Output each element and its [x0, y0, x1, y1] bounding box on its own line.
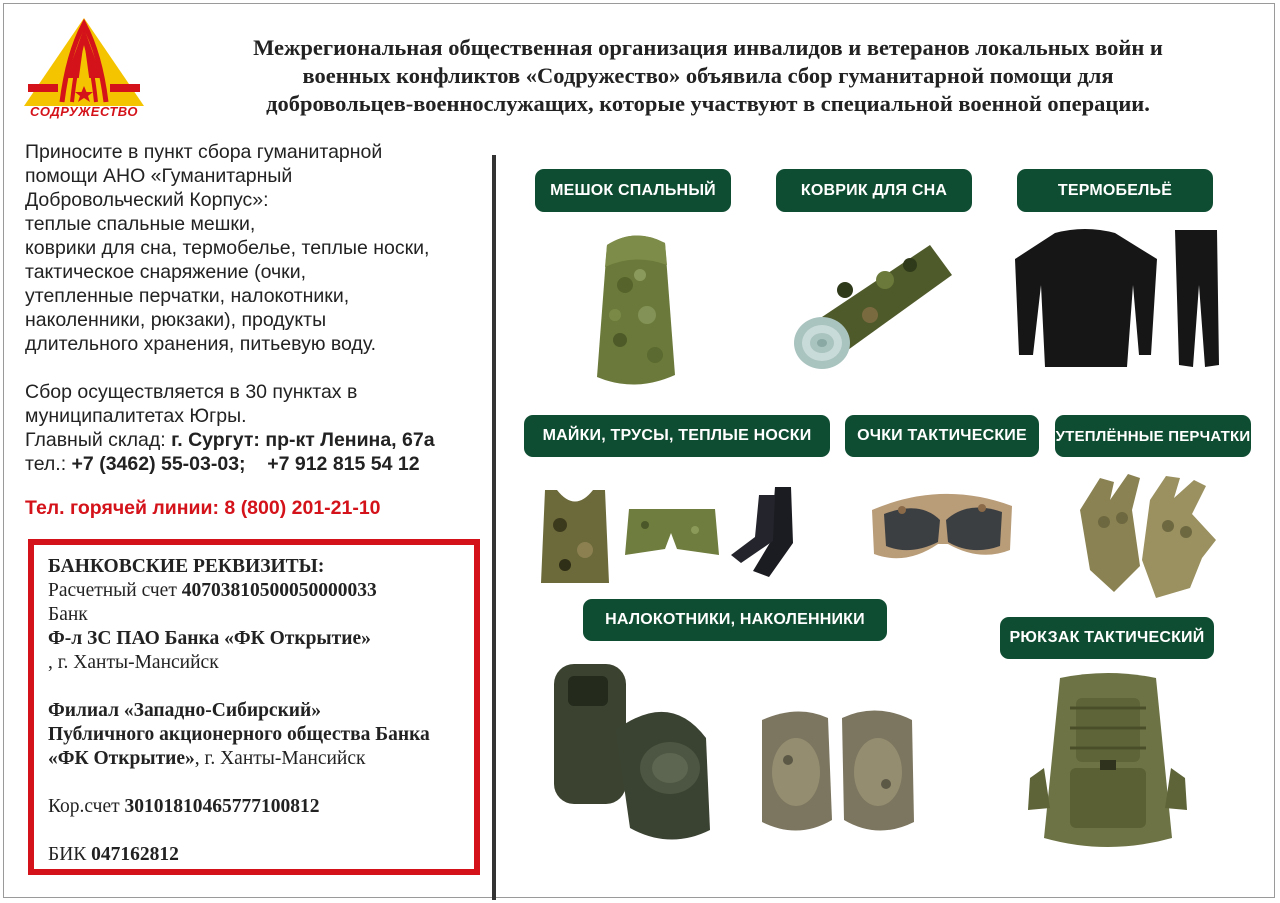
label-insulated-gloves: УТЕПЛЁННЫЕ ПЕРЧАТКИ	[1055, 415, 1251, 457]
filial-city: , г. Ханты-Мансийск	[194, 748, 366, 769]
intro-line: длительного хранения, питьевую воду.	[25, 333, 377, 355]
phone-2: +7 912 815 54 12	[267, 453, 420, 475]
title-line-1: Межрегиональная общественная организация инвалидов и ветеранов локальных войн и	[253, 35, 1163, 60]
label-underwear-socks: МАЙКИ, ТРУСЫ, ТЕПЛЫЕ НОСКИ	[524, 415, 830, 457]
kor-label: Кор.счет	[48, 796, 120, 817]
thermal-underwear-image	[1015, 225, 1225, 375]
kor-account: 30101810465777100812	[124, 796, 320, 817]
underwear-socks-image	[535, 485, 825, 585]
filial-line-2: Публичного акционерного общества Банка	[48, 724, 430, 745]
filial-line-3: «ФК Открытие»	[48, 748, 195, 769]
account-number: 40703810500050000033	[181, 580, 377, 601]
phone-1: +7 (3462) 55-03-03;	[71, 453, 246, 475]
vertical-divider	[492, 155, 496, 900]
elbow-pad-image	[550, 660, 720, 850]
warehouse-address: г. Сургут: пр-кт Ленина, 67а	[171, 429, 435, 451]
phone-line	[25, 452, 495, 476]
bik-label: БИК	[48, 844, 87, 865]
warehouse-label: Главный склад:	[25, 429, 166, 451]
bank-label: Банк	[48, 604, 88, 625]
title-line-3: добровольцев-военнослужащих, которые участвуют в специальной военной операции.	[266, 91, 1150, 116]
sleeping-mat-image	[790, 235, 960, 380]
insulated-gloves-image	[1070, 470, 1230, 605]
intro-line: теплые спальные мешки,	[25, 213, 256, 235]
bank-branch-city: , г. Ханты-Мансийск	[48, 652, 219, 673]
intro-line: Сбор осуществляется в 30 пунктах в	[25, 381, 358, 403]
hotline: Тел. горячей линии: 8 (800) 201-21-10	[25, 497, 381, 519]
warehouse-line	[25, 428, 495, 452]
bank-branch: Ф-л ЗС ПАО Банка «ФК Открытие»	[48, 628, 371, 649]
bank-details-box	[28, 539, 480, 875]
page-title	[170, 34, 1246, 118]
tactical-goggles-image	[862, 480, 1022, 575]
label-thermal-underwear: ТЕРМОБЕЛЬЁ	[1017, 169, 1213, 212]
intro-line: муниципалитетах Югры.	[25, 405, 247, 427]
intro-line: Приносите в пункт сбора гуманитарной	[25, 141, 383, 163]
knee-pads-image	[758, 700, 918, 840]
account-label: Расчетный счет	[48, 580, 177, 601]
tactical-backpack-image	[1020, 668, 1195, 856]
bik-number: 047162812	[91, 844, 179, 865]
intro-line: Добровольческий Корпус»:	[25, 189, 269, 211]
intro-line: утепленные перчатки, налокотники,	[25, 285, 350, 307]
filial-line-1: Филиал «Западно-Сибирский»	[48, 700, 322, 721]
label-tactical-goggles: ОЧКИ ТАКТИЧЕСКИЕ	[845, 415, 1039, 457]
logo-text: СОДРУЖЕСТВО	[30, 104, 138, 119]
intro-text	[25, 140, 495, 476]
label-elbow-knee-pads: НАЛОКОТНИКИ, НАКОЛЕННИКИ	[583, 599, 887, 641]
label-tactical-backpack: РЮКЗАК ТАКТИЧЕСКИЙ	[1000, 617, 1214, 659]
intro-line: помощи АНО «Гуманитарный	[25, 165, 293, 187]
intro-line: наколенники, рюкзаки), продукты	[25, 309, 327, 331]
bank-title: БАНКОВСКИЕ РЕКВИЗИТЫ:	[48, 556, 325, 577]
intro-line: коврики для сна, термобелье, теплые носки,	[25, 237, 430, 259]
phone-label: тел.:	[25, 453, 67, 475]
label-sleeping-mat: КОВРИК ДЛЯ СНА	[776, 169, 972, 212]
title-line-2: военных конфликтов «Содружество» объявила сбор гуманитарной помощи для	[302, 63, 1114, 88]
sleeping-bag-image	[585, 225, 685, 393]
label-sleeping-bag: МЕШОК СПАЛЬНЫЙ	[535, 169, 731, 212]
intro-line: тактическое снаряжение (очки,	[25, 261, 307, 283]
